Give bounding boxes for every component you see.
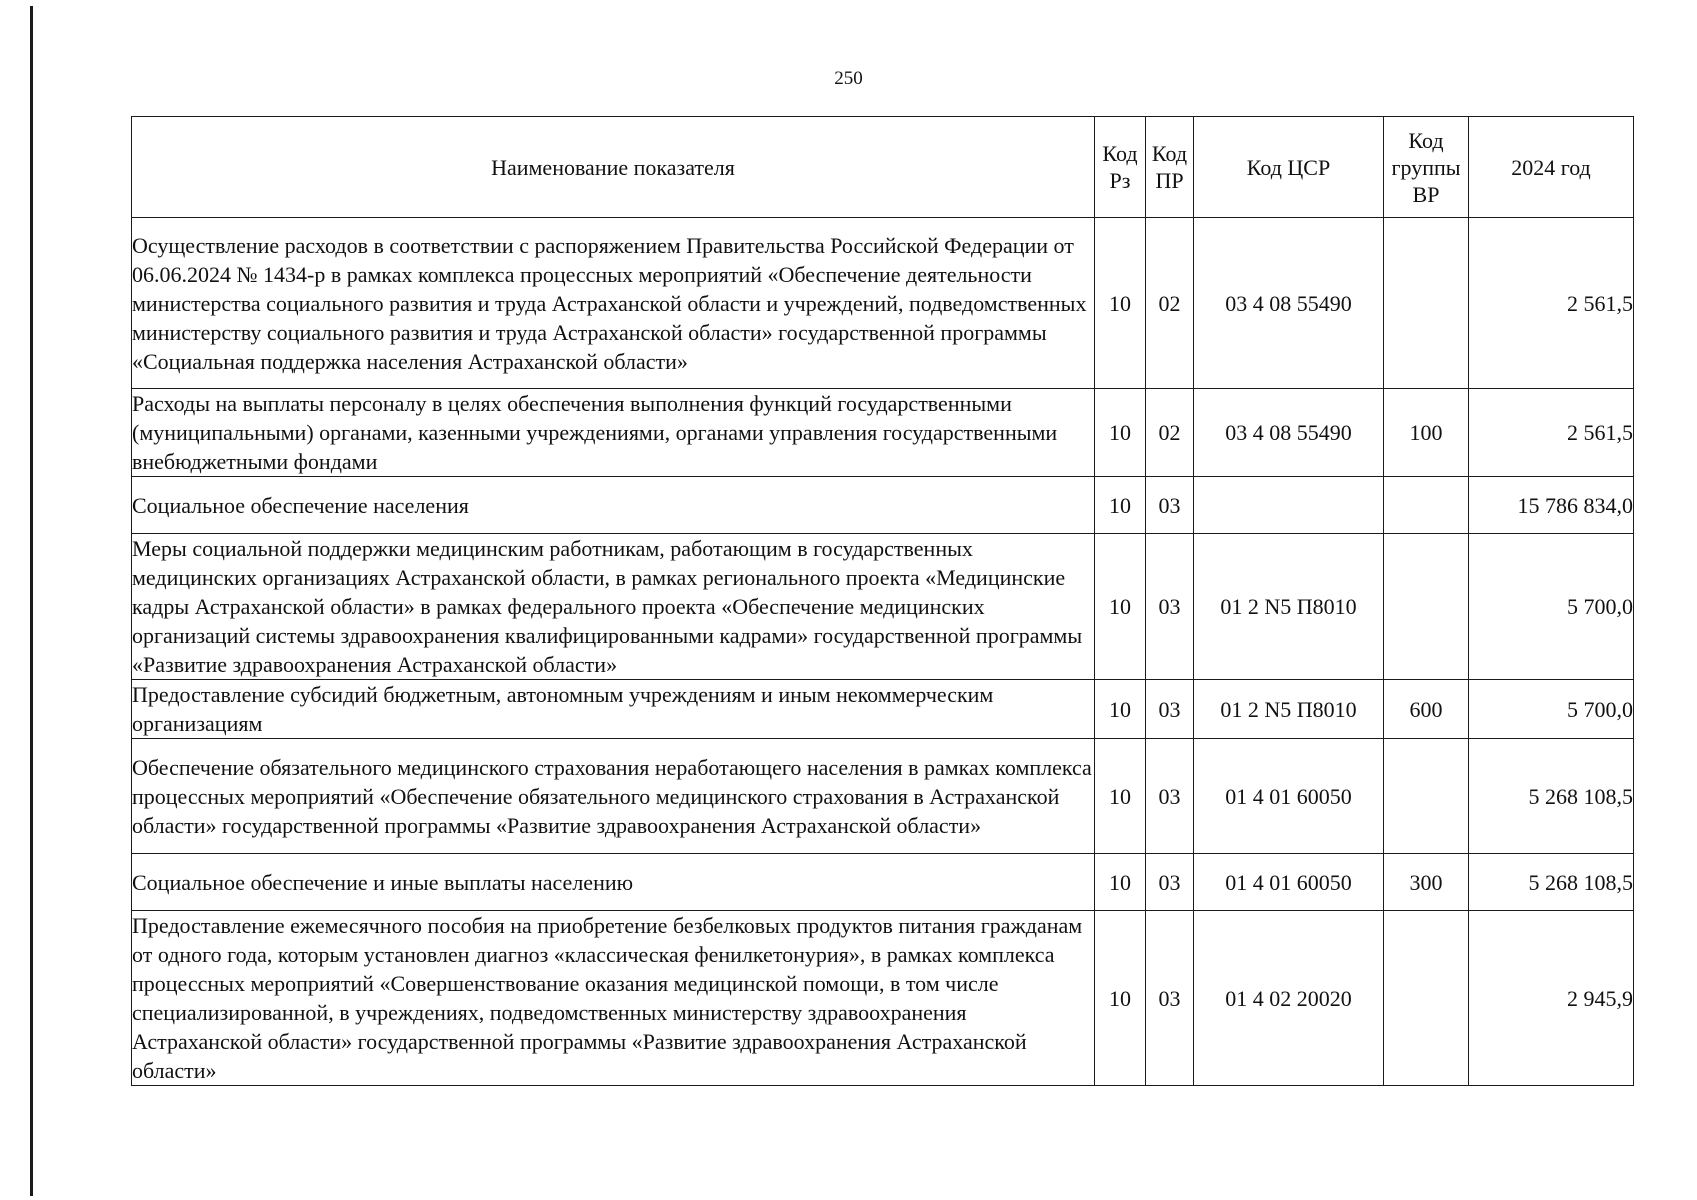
scan-margin-line xyxy=(30,6,33,1196)
row-amount: 5 700,0 xyxy=(1469,534,1634,680)
row-vr xyxy=(1384,739,1469,854)
table-row xyxy=(132,911,1634,1086)
row-name: Меры социальной поддержки медицинским работникам, работающим в государственных медицинских организациях Астраханской области, в рамках регионального проекта «Медицинские кадры Астраханской области» в рамках федерального проекта «Обеспечение медицинских организаций системы здравоохранения квалифицированными кадрами» государственной программы «Развитие здравоохранения Астраханской области» xyxy=(132,534,1095,680)
row-vr xyxy=(1384,477,1469,534)
row-name: Осуществление расходов в соответствии с распоряжением Правительства Российской Федерации от 06.06.2024 № 1434-р в рамках комплекса процессных мероприятий «Обеспечение деятельности министерства социального развития и труда Астраханской области и учреждений, подведомственных министерству социального развития и труда Астраханской области» государственной программы «Социальная поддержка населения Астраханской области» xyxy=(132,218,1095,389)
row-pr: 02 xyxy=(1146,389,1194,477)
row-vr: 300 xyxy=(1384,854,1469,911)
row-pr: 03 xyxy=(1146,680,1194,739)
row-amount: 5 700,0 xyxy=(1469,680,1634,739)
row-rz: 10 xyxy=(1095,218,1146,389)
table-row xyxy=(132,680,1634,739)
budget-table xyxy=(131,116,1634,1086)
row-pr: 03 xyxy=(1146,854,1194,911)
row-csr: 03 4 08 55490 xyxy=(1194,389,1384,477)
row-name: Социальное обеспечение и иные выплаты населению xyxy=(132,854,1095,911)
table-row xyxy=(132,534,1634,680)
row-pr: 03 xyxy=(1146,534,1194,680)
header-year: 2024 год xyxy=(1469,117,1634,218)
row-rz: 10 xyxy=(1095,854,1146,911)
row-rz: 10 xyxy=(1095,477,1146,534)
row-name: Социальное обеспечение населения xyxy=(132,477,1095,534)
row-pr: 03 xyxy=(1146,911,1194,1086)
header-csr: Код ЦСР xyxy=(1194,117,1384,218)
table-row xyxy=(132,389,1634,477)
table-row xyxy=(132,854,1634,911)
row-vr xyxy=(1384,911,1469,1086)
header-name: Наименование показателя xyxy=(132,117,1095,218)
row-rz: 10 xyxy=(1095,534,1146,680)
table-header-row xyxy=(132,117,1634,218)
row-vr: 600 xyxy=(1384,680,1469,739)
table-row xyxy=(132,477,1634,534)
row-name: Предоставление ежемесячного пособия на приобретение безбелковых продуктов питания гражданам от одного года, которым установлен диагноз «классическая фенилкетонурия», в рамках комплекса процессных мероприятий «Совершенствование оказания медицинской помощи, в том числе специализированной, в учреждениях, подведомственных министерству здравоохранения Астраханской области» государственной программы «Развитие здравоохранения Астраханской области» xyxy=(132,911,1095,1086)
row-pr: 03 xyxy=(1146,477,1194,534)
table-row xyxy=(132,218,1634,389)
row-pr: 03 xyxy=(1146,739,1194,854)
row-csr: 01 2 N5 П8010 xyxy=(1194,680,1384,739)
row-amount: 15 786 834,0 xyxy=(1469,477,1634,534)
row-vr xyxy=(1384,534,1469,680)
row-csr: 01 2 N5 П8010 xyxy=(1194,534,1384,680)
row-rz: 10 xyxy=(1095,911,1146,1086)
row-rz: 10 xyxy=(1095,680,1146,739)
row-name: Предоставление субсидий бюджетным, автономным учреждениям и иным некоммерческим организациям xyxy=(132,680,1095,739)
row-amount: 5 268 108,5 xyxy=(1469,739,1634,854)
row-amount: 5 268 108,5 xyxy=(1469,854,1634,911)
header-pr: Код ПР xyxy=(1146,117,1194,218)
row-amount: 2 945,9 xyxy=(1469,911,1634,1086)
page-number: 250 xyxy=(834,68,863,89)
row-csr xyxy=(1194,477,1384,534)
row-vr: 100 xyxy=(1384,389,1469,477)
row-csr: 01 4 01 60050 xyxy=(1194,739,1384,854)
row-vr xyxy=(1384,218,1469,389)
row-rz: 10 xyxy=(1095,739,1146,854)
header-vr: Код группы ВР xyxy=(1384,117,1469,218)
row-amount: 2 561,5 xyxy=(1469,218,1634,389)
row-name: Обеспечение обязательного медицинского страхования неработающего населения в рамках комплекса процессных мероприятий «Обеспечение обязательного медицинского страхования в Астраханской области» государственной программы «Развитие здравоохранения Астраханской области» xyxy=(132,739,1095,854)
row-csr: 01 4 01 60050 xyxy=(1194,854,1384,911)
row-name: Расходы на выплаты персоналу в целях обеспечения выполнения функций государственными (муниципальными) органами, казенными учреждениями, органами управления государственными внебюджетными фондами xyxy=(132,389,1095,477)
row-pr: 02 xyxy=(1146,218,1194,389)
table-row xyxy=(132,739,1634,854)
row-amount: 2 561,5 xyxy=(1469,389,1634,477)
header-rz: Код Рз xyxy=(1095,117,1146,218)
row-csr: 03 4 08 55490 xyxy=(1194,218,1384,389)
row-rz: 10 xyxy=(1095,389,1146,477)
row-csr: 01 4 02 20020 xyxy=(1194,911,1384,1086)
